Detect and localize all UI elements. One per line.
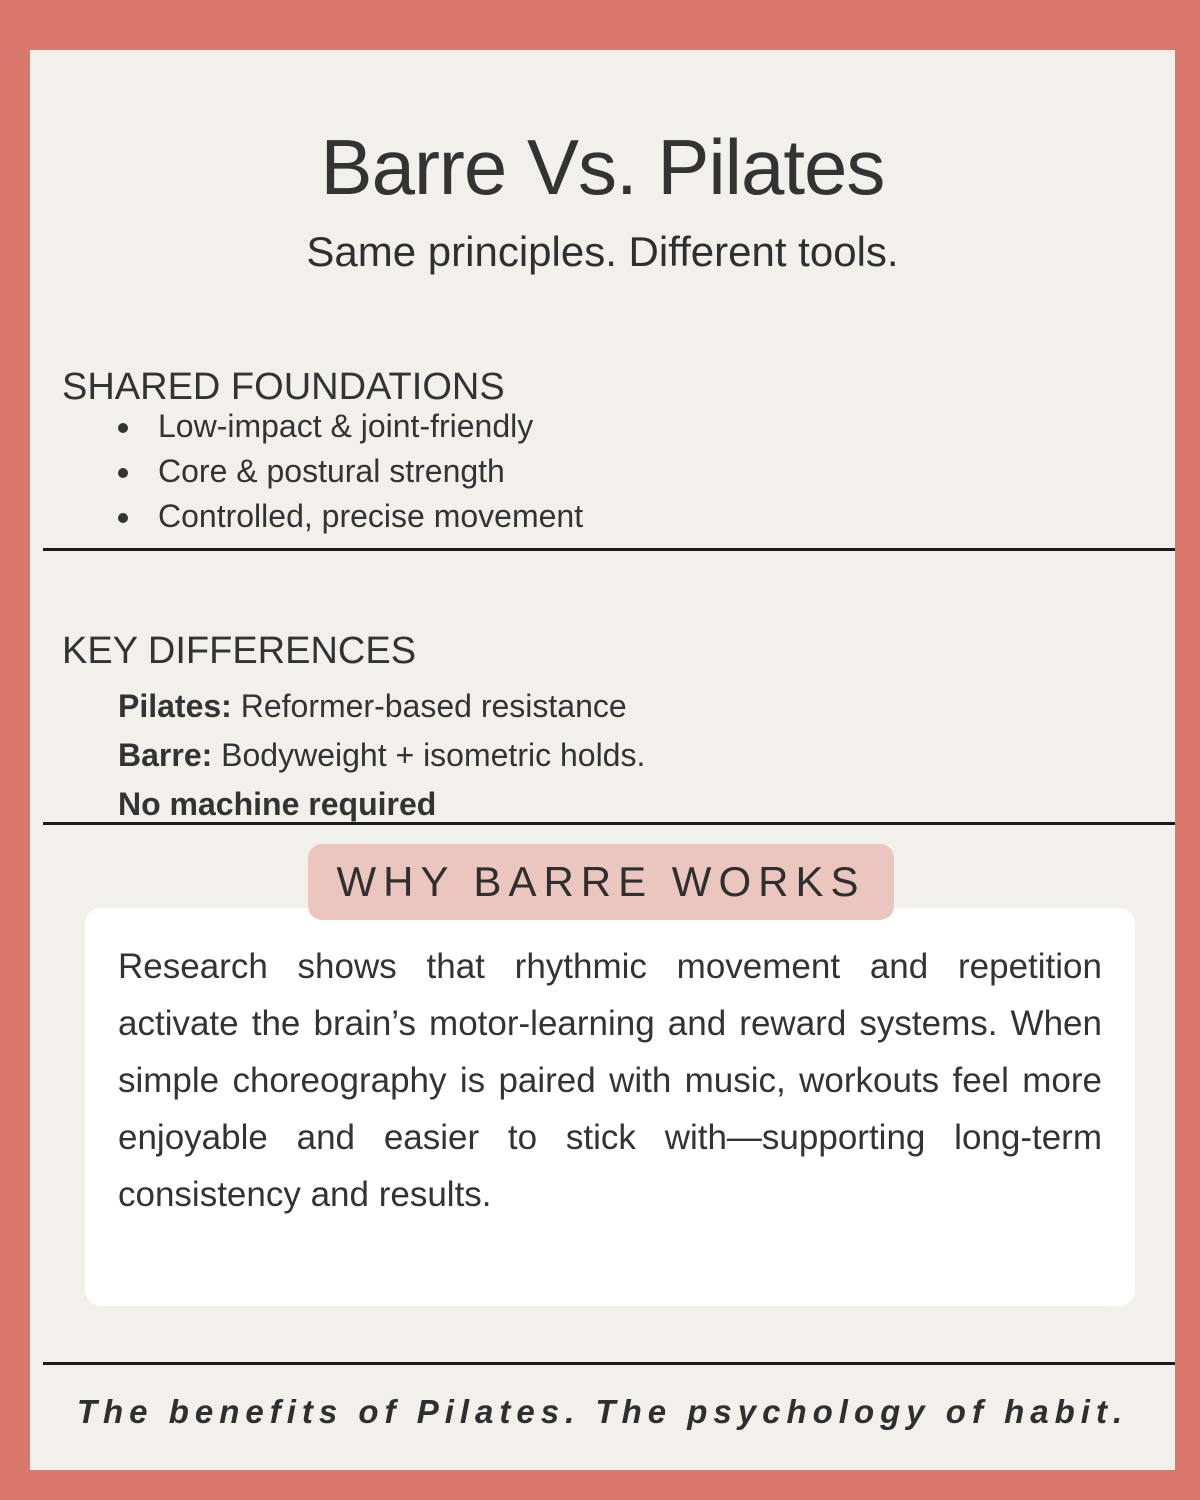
- infographic-panel: [30, 50, 1175, 1470]
- section-divider: [43, 822, 1175, 825]
- why-barre-badge: WHY BARRE WORKS: [308, 844, 894, 920]
- barre-text: Bodyweight + isometric holds.: [212, 737, 646, 773]
- key-differences-heading: KEY DIFFERENCES: [62, 630, 417, 672]
- list-item: Low-impact & joint-friendly: [118, 404, 583, 449]
- barre-label: Barre:: [118, 737, 213, 773]
- pilates-label: Pilates:: [118, 688, 232, 724]
- section-divider: [43, 1362, 1175, 1365]
- barre-difference: [118, 731, 645, 780]
- shared-foundations-heading: SHARED FOUNDATIONS: [62, 366, 505, 408]
- why-barre-body: Research shows that rhythmic movement and repetition activate the brain’s motor-learning and reward systems. When simple choreography is paired with music, workouts feel more enjoyable and easier to stick with—supporting long-term consistency and results.: [118, 947, 1102, 1214]
- pilates-text: Reformer-based resistance: [231, 688, 627, 724]
- no-machine-note: No machine required: [118, 786, 437, 822]
- shared-foundations-list: [118, 404, 583, 539]
- section-divider: [43, 548, 1175, 551]
- list-item: Core & postural strength: [118, 449, 583, 494]
- footer-tagline: The benefits of Pilates. The psychology of habit.: [76, 1393, 1129, 1430]
- page-subtitle: Same principles. Different tools.: [306, 228, 899, 275]
- list-item: Controlled, precise movement: [118, 494, 583, 539]
- page-title: Barre Vs. Pilates: [320, 123, 885, 211]
- pilates-difference: [118, 682, 645, 731]
- why-barre-card: [85, 908, 1135, 1306]
- key-differences-list: [118, 682, 645, 829]
